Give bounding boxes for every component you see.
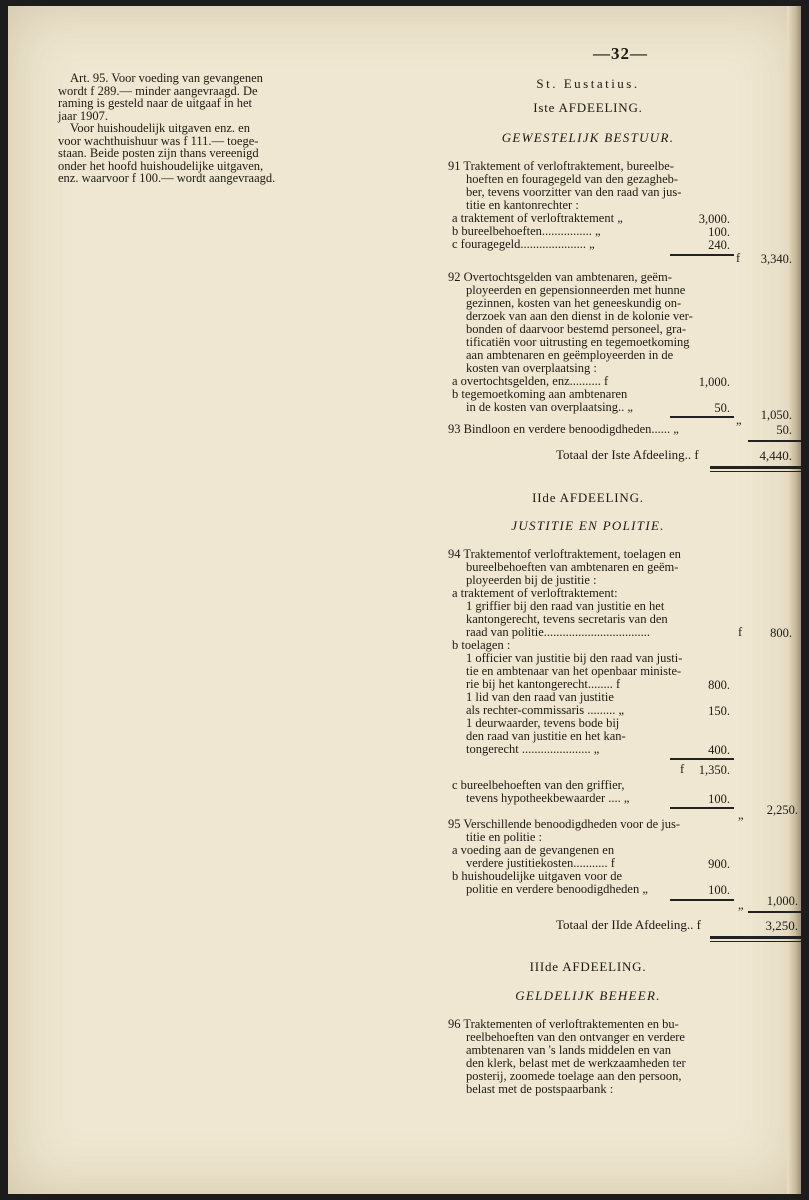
article-94-item-a: raad van politie.................................. (466, 625, 650, 639)
article-94-item-b: 1 officier van justitie bij den raad van justi- (466, 651, 683, 665)
article-96-line: ambtenaren van 's lands middelen en van (466, 1043, 671, 1057)
article-91-line: 91 Traktement of verloftraktement, bureelbe- (448, 159, 674, 173)
article-94-item-c: tevens hypotheekbewaarder .... „ (466, 791, 630, 805)
article-96-line: belast met de postspaarbank : (466, 1082, 614, 1096)
article-95-item-a: verdere justitiekosten........... f (466, 856, 615, 870)
section-2-total-label: Totaal der IIde Afdeeling.. f (556, 917, 701, 932)
section-1-title: Iste AFDEELING. (533, 100, 643, 115)
article-92-line: aan ambtenaren en geëmployeerden in de (466, 348, 674, 362)
article-93-amount: 50. (776, 423, 792, 437)
article-94-item-b2: als rechter-commissaris ......... „ (466, 703, 625, 717)
note-line: Voor huishoudelijk uitgaven enz. en (70, 121, 250, 135)
article-94-line: 94 Traktementof verloftraktement, toelagen en (448, 547, 681, 561)
article-95-total: 1,000. (766, 894, 798, 908)
total-rule (748, 440, 801, 442)
article-94-item-b3-amount: 400. (708, 743, 730, 757)
note-line: staan. Beide posten zijn thans vereenigd (58, 146, 259, 160)
article-96-line: posterij, zoomede toelage aan den persoon, (466, 1069, 682, 1083)
article-95-line: 95 Verschillende benoodigdheden voor de jus- (448, 817, 681, 831)
article-91-item-b: b bureelbehoeften................ „ (452, 224, 601, 238)
document-page (8, 6, 801, 1194)
double-rule (710, 941, 801, 942)
article-91-item-a-amount: 3,000. (698, 212, 730, 226)
page-number: —32— (593, 44, 648, 63)
article-94-item-b2: 1 lid van den raad van justitie (466, 690, 614, 704)
article-92-line: kosten van overplaatsing : (466, 361, 597, 375)
article-91-line: titie en kantonrechter : (466, 198, 579, 212)
section-1-total-amount: 4,440. (759, 448, 792, 463)
article-94-line: ployeerden bij de justitie : (466, 573, 597, 587)
subtotal-rule (670, 416, 734, 418)
article-92-line: bonden of daarvoor bestemd personeel, gra- (466, 322, 687, 336)
section-3-subtitle: GELDELIJK BEHEER. (515, 988, 661, 1003)
note-line: Art. 95. Voor voeding van gevangenen (70, 71, 263, 85)
subtotal-rule (670, 254, 734, 256)
total-rule (748, 911, 801, 913)
article-94-item-b2-amount: 150. (708, 704, 730, 718)
article-91-item-b-amount: 100. (708, 225, 730, 239)
article-94-item-c-amount: 100. (708, 792, 730, 806)
article-94-line: bureelbehoeften van ambtenaren en geëm- (466, 560, 679, 574)
article-92-item-b: in de kosten van overplaatsing.. „ (466, 400, 633, 414)
currency-sign: „ (736, 413, 742, 427)
currency-sign: „ (738, 898, 744, 912)
article-91-total: 3,340. (760, 252, 792, 266)
currency-sign: „ (738, 808, 744, 822)
article-92-item-b-amount: 50. (714, 401, 730, 415)
section-1-subtitle: GEWESTELIJK BESTUUR. (501, 130, 675, 145)
left-margin-note (58, 72, 308, 185)
article-92-line: tificatiën voor uitrusting en tegemoetkoming (466, 335, 690, 349)
article-96-line: 96 Traktementen of verloftraktementen en bu- (448, 1017, 679, 1031)
article-95-item-b: b huishoudelijke uitgaven voor de (452, 869, 623, 883)
article-94-line: kantongerecht, tevens secretaris van den (466, 612, 668, 626)
currency-sign: f (680, 762, 685, 776)
article-95-item-b: politie en verdere benoodigdheden „ (466, 882, 648, 896)
note-line: jaar 1907. (58, 108, 108, 123)
article-92-item-b: b tegemoetkoming aan ambtenaren (452, 387, 628, 401)
article-94-item-a-amount: 800. (770, 626, 792, 640)
article-92-line: gezinnen, kosten van het geneeskundig on- (466, 296, 682, 310)
double-rule (710, 471, 801, 472)
article-96-line: den klerk, belast met de werkzaamheden ter (466, 1056, 686, 1070)
article-94-item-b1-amount: 800. (708, 678, 730, 692)
subtotal-rule (670, 899, 734, 901)
section-1-total-label: Totaal der Iste Afdeeling.. f (556, 447, 699, 462)
article-92-item-a: a overtochtsgelden, enz.......... f (452, 374, 609, 388)
article-95-item-a-amount: 900. (708, 857, 730, 871)
subtotal-rule (670, 758, 734, 760)
section-3-title: IIIde AFDEELING. (529, 959, 647, 974)
article-94-item-c: c bureelbehoeften van den griffier, (452, 778, 625, 792)
article-93-line: 93 Bindloon en verdere benoodigdheden...... „ (448, 422, 679, 436)
article-92-item-a-amount: 1,000. (698, 375, 730, 389)
article-91-line: hoeften en fouragegeld van den gezagheb- (466, 172, 679, 186)
currency-sign: f (736, 251, 741, 265)
article-94-item-b: tie en ambtenaar van het openbaar ministe- (466, 664, 682, 678)
article-94-line: a traktement of verloftraktement: (452, 586, 618, 600)
article-94-item-b-subtotal: 1,350. (698, 763, 730, 777)
note-line: onder het hoofd huishoudelijke uitgaven, (58, 158, 264, 173)
article-96-line: reelbehoeften van den ontvanger en verdere (466, 1030, 685, 1044)
article-95-item-b-amount: 100. (708, 883, 730, 897)
article-91-item-c-amount: 240. (708, 238, 730, 252)
note-line: voor wachthuishuur was f 111.— toege- (58, 133, 259, 148)
article-94-item-b1: rie bij het kantongerecht........ f (466, 677, 621, 691)
island-heading: St. Eustatius. (536, 76, 640, 91)
article-95-line: titie en politie : (466, 830, 543, 844)
article-91-line: ber, tevens voorzitter van den raad van jus- (466, 185, 682, 199)
article-91-item-c: c fouragegeld..................... „ (452, 237, 595, 251)
section-2-total-amount: 3,250. (765, 918, 798, 933)
article-92-line: derzoek van aan den dienst in de kolonie ver- (466, 309, 693, 323)
article-92-line: 92 Overtochtsgelden van ambtenaren, geëm- (448, 270, 672, 284)
article-95-item-a: a voeding aan de gevangenen en (452, 843, 615, 857)
article-94-item-b: b toelagen : (452, 638, 511, 652)
subtotal-rule (670, 807, 734, 809)
section-2-subtitle: JUSTITIE EN POLITIE. (511, 518, 665, 533)
page-binding-edge (787, 6, 801, 1194)
article-94-item-b3: den raad van justitie en het kan- (466, 729, 626, 743)
section-2-title: IIde AFDEELING. (532, 490, 644, 505)
article-94-line: 1 griffier bij den raad van justitie en het (466, 599, 665, 613)
article-94-item-b3: tongerecht ...................... „ (466, 742, 600, 756)
note-line: wordt f 289.— minder aangevraagd. De (58, 83, 258, 98)
article-91-item-a: a traktement of verloftraktement „ (452, 211, 623, 225)
article-92-line: ployeerden en gepensionneerden met hunne (466, 283, 686, 297)
article-94-total: 2,250. (766, 803, 798, 817)
double-rule (710, 466, 801, 469)
article-94-item-b3: 1 deurwaarder, tevens bode bij (466, 716, 620, 730)
article-92-total: 1,050. (760, 408, 792, 422)
note-line: enz. waarvoor f 100.— wordt aangevraagd. (58, 171, 276, 185)
currency-sign: f (738, 625, 743, 639)
note-line: raming is gesteld naar de uitgaaf in het (58, 96, 253, 110)
double-rule (710, 936, 801, 939)
